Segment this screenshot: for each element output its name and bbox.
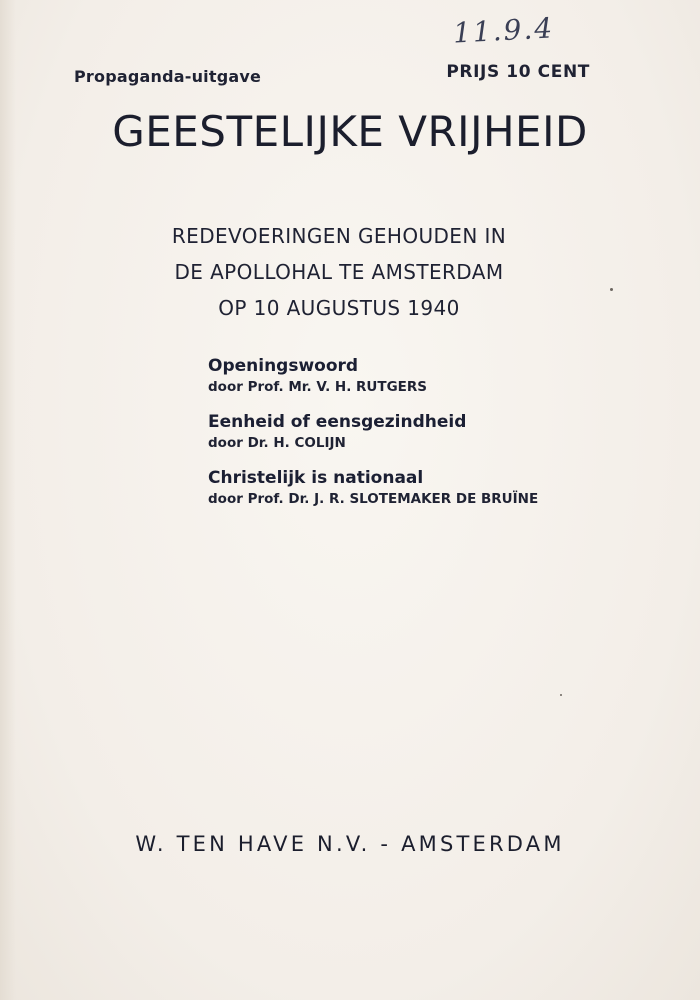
- speech-author: door Dr. H. COLIJN: [208, 435, 346, 451]
- subtitle-line: DE APOLLOHAL TE AMSTERDAM: [174, 260, 504, 284]
- speech-item: [208, 355, 538, 397]
- speech-list: [208, 355, 538, 523]
- speech-author: door Prof. Mr. V. H. RUTGERS: [208, 379, 428, 395]
- price-label: PRIJS 10 CENT: [446, 62, 590, 82]
- speech-title: Christelijk is nationaal: [208, 468, 424, 488]
- paper-speck: [610, 288, 613, 291]
- publisher-imprint: W. TEN HAVE N.V. - AMSTERDAM: [135, 832, 565, 856]
- speech-item: [208, 411, 538, 453]
- handwritten-note: 11.9.4: [452, 11, 555, 50]
- page-title: GEESTELIJKE VRIJHEID: [112, 107, 588, 156]
- speech-title: Eenheid of eensgezindheid: [208, 412, 467, 432]
- speech-author: door Prof. Dr. J. R. SLOTEMAKER DE BRUÏNE: [208, 491, 539, 507]
- paper-speck: [560, 694, 562, 696]
- subtitle-line: REDEVOERINGEN GEHOUDEN IN: [171, 224, 507, 248]
- subtitle-block: [0, 218, 678, 326]
- edition-label: Propaganda-uitgave: [74, 67, 262, 86]
- speech-item: [208, 467, 538, 509]
- subtitle-line: OP 10 AUGUSTUS 1940: [218, 296, 460, 320]
- speech-title: Openingswoord: [208, 356, 359, 376]
